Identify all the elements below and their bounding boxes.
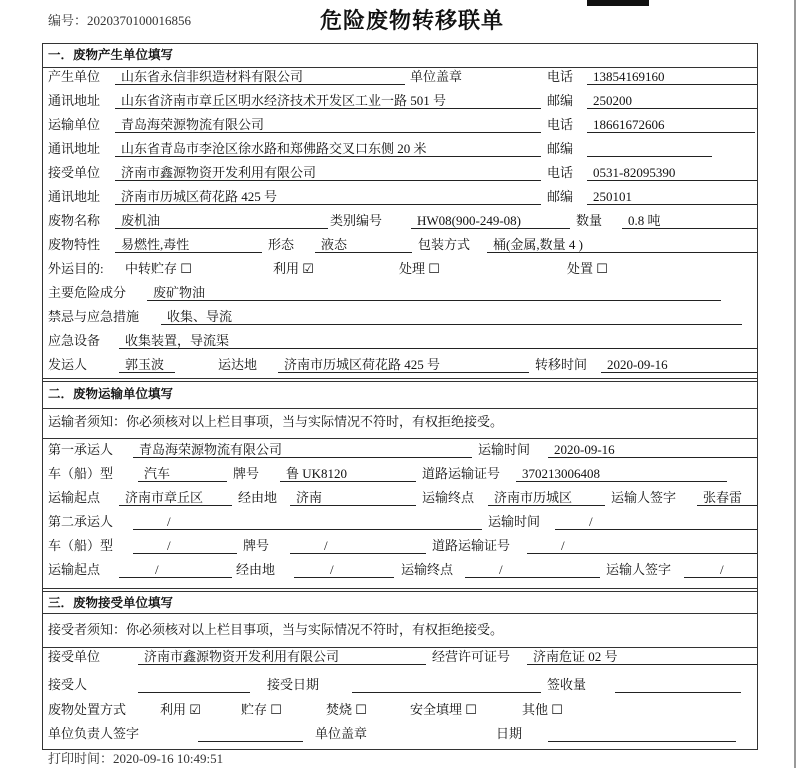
divider <box>42 438 757 439</box>
label: 经营许可证号 <box>432 649 511 664</box>
divider <box>42 378 757 379</box>
label: 邮编 <box>547 93 574 108</box>
label: 第一承运人 <box>48 442 114 457</box>
label: 运输单位 <box>48 117 101 132</box>
method-option[interactable]: 焚烧 ☐ <box>326 702 367 717</box>
label: 运输人签字 <box>611 490 677 505</box>
purpose-option[interactable]: 中转贮存 ☐ <box>125 261 192 276</box>
label: 通讯地址 <box>48 141 101 156</box>
label: 单位负责人签字 <box>48 726 140 741</box>
receiver-phone-field[interactable]: 0531-82095390 <box>587 165 757 181</box>
shipper-field[interactable]: 郭玉波 <box>119 357 175 373</box>
carrier-zip-field[interactable] <box>587 141 712 157</box>
label: 废物特性 <box>48 237 101 252</box>
label: 主要危险成分 <box>48 285 127 300</box>
checkbox-icon[interactable]: ☑ <box>189 702 201 717</box>
carrier1-via-field[interactable]: 济南 <box>290 490 416 506</box>
checkbox-icon[interactable]: ☑ <box>302 261 314 276</box>
label: 道路运输证号 <box>432 538 511 553</box>
category-field[interactable]: HW08(900-249-08) <box>411 213 570 229</box>
section-2-title: 二．废物运输单位填写 <box>48 386 174 401</box>
carrier2-time-field[interactable]: / <box>555 514 757 530</box>
quantity-field[interactable]: 0.8 吨 <box>622 213 757 229</box>
label: 运输终点 <box>422 490 475 505</box>
label: 包装方式 <box>418 237 471 252</box>
label: 电话 <box>547 117 574 132</box>
label: 经由地 <box>236 562 276 577</box>
carrier2-plate-field[interactable]: / <box>290 538 426 554</box>
purpose-option[interactable]: 处置 ☐ <box>567 261 608 276</box>
producer-address-field[interactable]: 山东省济南市章丘区明水经济技术开发区工业一路 501 号 <box>115 93 541 109</box>
label: 单位盖章 <box>315 726 368 741</box>
checkbox-icon[interactable]: ☐ <box>355 702 367 717</box>
form-field[interactable]: 液态 <box>315 237 412 253</box>
label: 接受日期 <box>267 677 320 692</box>
label: 发运人 <box>48 357 88 372</box>
package-field[interactable]: 桶(金属,数量 4 ) <box>487 237 757 253</box>
label: 数量 <box>576 213 603 228</box>
qr-code <box>587 0 649 6</box>
label: 运输时间 <box>478 442 531 457</box>
waste-name-field[interactable]: 废机油 <box>115 213 328 229</box>
carrier2-start-field[interactable]: / <box>119 562 232 578</box>
carrier1-time-field[interactable]: 2020-09-16 <box>548 442 757 458</box>
label: 通讯地址 <box>48 93 101 108</box>
destination-field[interactable]: 济南市历城区荷花路 425 号 <box>278 357 529 373</box>
label: 废物处置方式 <box>48 702 127 717</box>
carrier-phone-field[interactable]: 18661672606 <box>587 117 755 133</box>
carrier-field[interactable]: 青岛海荣源物流有限公司 <box>115 117 541 133</box>
serial-number: 编号：2020370100016856 <box>48 13 192 28</box>
label: 电话 <box>547 165 574 180</box>
label: 牌号 <box>233 466 260 481</box>
receiving-unit-field[interactable]: 济南市鑫源物资开发利用有限公司 <box>138 649 426 665</box>
receiver-field[interactable]: 济南市鑫源物资开发利用有限公司 <box>115 165 541 181</box>
producer-zip-field[interactable]: 250200 <box>587 93 757 109</box>
checkbox-icon[interactable]: ☐ <box>270 702 282 717</box>
checkbox-icon[interactable]: ☐ <box>596 261 608 276</box>
checkbox-icon[interactable]: ☐ <box>180 261 192 276</box>
receive-notice: 接受者须知：你必须核对以上栏目事项，当与实际情况不符时，有权拒绝接受。 <box>48 622 504 637</box>
label: 运输终点 <box>401 562 454 577</box>
label: 邮编 <box>547 141 574 156</box>
carrier2-vehicle-field[interactable]: / <box>133 538 237 554</box>
label: 形态 <box>268 237 295 252</box>
label: 外运目的: <box>48 261 104 276</box>
divider <box>42 408 757 409</box>
checkbox-icon[interactable]: ☐ <box>428 261 440 276</box>
label: 类别编号 <box>330 213 383 228</box>
checkbox-icon[interactable]: ☐ <box>465 702 477 717</box>
received-amount-field[interactable] <box>615 677 741 693</box>
label: 日期 <box>496 726 523 741</box>
carrier1-plate-field[interactable]: 鲁 UK8120 <box>280 466 416 482</box>
label: 禁忌与应急措施 <box>48 309 140 324</box>
component-field[interactable]: 废矿物油 <box>147 285 721 301</box>
section-3-title: 三．废物接受单位填写 <box>48 595 174 610</box>
receiver-person-field[interactable] <box>138 677 250 693</box>
label: 接受人 <box>48 677 88 692</box>
equipment-field[interactable]: 收集装置，导流渠 <box>119 333 757 349</box>
producer-phone-field[interactable]: 13854169160 <box>587 69 757 85</box>
head-sign-field[interactable] <box>198 726 303 742</box>
label: 运输起点 <box>48 562 101 577</box>
label: 产生单位 <box>48 69 101 84</box>
label: 第二承运人 <box>48 514 114 529</box>
label: 转移时间 <box>535 357 588 372</box>
property-field[interactable]: 易燃性,毒性 <box>115 237 262 253</box>
label: 邮编 <box>547 189 574 204</box>
carrier1-permit-field[interactable]: 370213006408 <box>516 466 727 482</box>
divider <box>42 591 757 592</box>
checkbox-icon[interactable]: ☐ <box>551 702 563 717</box>
carrier2-field[interactable]: / <box>133 514 482 530</box>
divider <box>42 588 757 589</box>
emergency-field[interactable]: 收集、导流 <box>161 309 742 325</box>
purpose-option[interactable]: 处理 ☐ <box>399 261 440 276</box>
label: 电话 <box>547 69 574 84</box>
print-time: 打印时间：2020-09-16 10:49:51 <box>48 751 224 766</box>
label: 应急设备 <box>48 333 101 348</box>
label: 车（船）型 <box>48 538 114 553</box>
transfer-time-field[interactable]: 2020-09-16 <box>601 357 757 373</box>
license-field[interactable]: 济南危证 02 号 <box>527 649 757 665</box>
label: 车（船）型 <box>48 466 114 481</box>
carrier2-permit-field[interactable]: / <box>527 538 757 554</box>
carrier1-field[interactable]: 青岛海荣源物流有限公司 <box>133 442 472 458</box>
receiver-address-field[interactable]: 济南市历城区荷花路 425 号 <box>115 189 541 205</box>
receiver-zip-field[interactable]: 250101 <box>587 189 757 205</box>
method-option[interactable]: 安全填埋 ☐ <box>410 702 477 717</box>
carrier2-sign-field[interactable]: / <box>684 562 757 578</box>
label: 废物名称 <box>48 213 101 228</box>
divider <box>42 381 757 382</box>
label: 接受单位 <box>48 649 101 664</box>
label: 接受单位 <box>48 165 101 180</box>
divider <box>42 647 757 648</box>
label: 运达地 <box>218 357 258 372</box>
carrier1-vehicle-field[interactable]: 汽车 <box>138 466 227 482</box>
label: 通讯地址 <box>48 189 101 204</box>
carrier2-end-field[interactable]: / <box>465 562 600 578</box>
receive-date-field[interactable] <box>352 677 541 693</box>
method-option[interactable]: 利用 ☑ <box>160 702 201 717</box>
label: 运输人签字 <box>606 562 672 577</box>
carrier-address-field[interactable]: 山东省青岛市李沧区徐水路和郑佛路交叉口东侧 20 米 <box>115 141 541 157</box>
sign-date-field[interactable] <box>548 726 736 742</box>
divider <box>42 613 757 614</box>
divider <box>42 67 757 68</box>
carrier2-via-field[interactable]: / <box>294 562 394 578</box>
section-1-title: 一．废物产生单位填写 <box>48 47 174 62</box>
transport-notice: 运输者须知：你必须核对以上栏目事项，当与实际情况不符时，有权拒绝接受。 <box>48 414 504 429</box>
label: 运输起点 <box>48 490 101 505</box>
label: 单位盖章 <box>410 69 463 84</box>
method-option[interactable]: 其他 ☐ <box>522 702 563 717</box>
label: 经由地 <box>238 490 278 505</box>
method-option[interactable]: 贮存 ☐ <box>241 702 282 717</box>
label: 运输时间 <box>488 514 541 529</box>
label: 签收量 <box>547 677 587 692</box>
carrier1-start-field[interactable]: 济南市章丘区 <box>119 490 232 506</box>
purpose-option[interactable]: 利用 ☑ <box>273 261 314 276</box>
carrier1-end-field[interactable]: 济南市历城区 <box>488 490 605 506</box>
producer-field[interactable]: 山东省永信非织造材料有限公司 <box>115 69 405 85</box>
label: 牌号 <box>243 538 270 553</box>
label: 道路运输证号 <box>422 466 501 481</box>
page-title: 危险废物转移联单 <box>320 9 505 34</box>
carrier1-sign-field[interactable]: 张春雷 <box>697 490 757 506</box>
